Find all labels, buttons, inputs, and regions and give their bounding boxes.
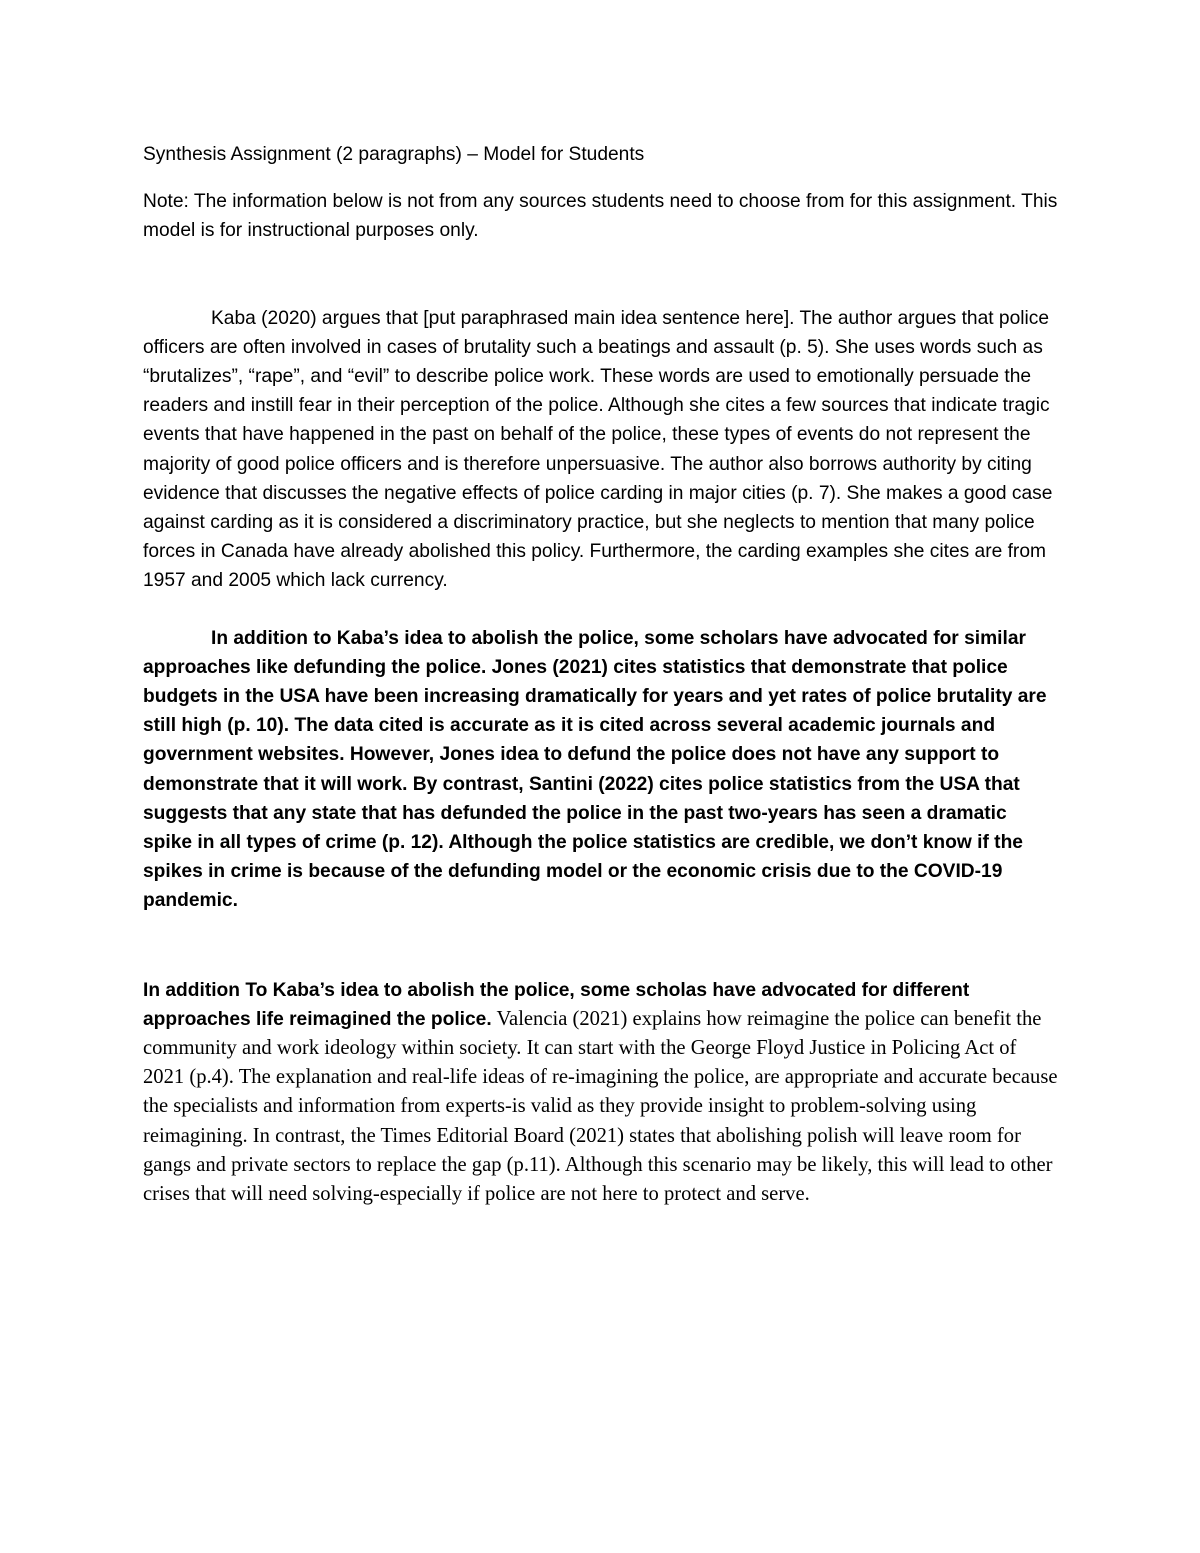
paragraph-defunding-synthesis: In addition to Kaba’s idea to abolish the police, some scholars have advocated for similar approaches like defunding the police. Jones (2021) cites statistics that demonstrate that police budgets in the USA have been increasing dramatically for years and yet rates of police brutality are still high (p. 10). The data cited is accurate as it is cited across several academic journals and government websites. However, Jones idea to defund the police does not have any support to demonstrate that it will work. By contrast, Santini (2022) cites police statistics from the USA that suggests that any state that has defunded the police in the past two-years has seen a dramatic spike in all types of crime (p. 12). Although the police statistics are credible, we don’t know if the spikes in crime is because of the defunding model or the economic crisis due to the COVID-19 pandemic.: [143, 627, 1047, 912]
document-page: [143, 140, 1061, 1209]
paragraph-kaba-analysis: Kaba (2020) argues that [put paraphrased main idea sentence here]. The author argues that police officers are often involved in cases of brutality such a beatings and assault (p. 5). She uses words such as “brutalizes”, “rape”, and “evil” to describe police work. These words are used to emotionally persuade the readers and instill fear in their perception of the police. Although she cites a few sources that indicate tragic events that have happened in the past on behalf of the police, these types of events do not represent the majority of good police officers and is therefore unpersuasive. The author also borrows authority by citing evidence that discusses the negative effects of police carding in major cities (p. 7). She makes a good case against carding as it is considered a discriminatory practice, but she neglects to mention that many police forces in Canada have already abolished this policy. Furthermore, the carding examples she cites are from 1957 and 2005 which lack currency.: [143, 307, 1053, 592]
paragraph-reimagining-synthesis: [143, 976, 1061, 1210]
paragraph-topic-sentence: In addition To Kaba’s idea to abolish the police, some scholas have advocated for different approaches life reimagined the police.: [143, 979, 970, 1030]
document-title: Synthesis Assignment (2 paragraphs) – Model for Students: [143, 144, 645, 165]
instructional-note: Note: The information below is not from any sources students need to choose from for this assignment. This model is for instructional purposes only.: [143, 191, 1058, 242]
paragraph-body-text: Valencia (2021) explains how reimagine the police can benefit the community and work ideology within society. It can start with the George Floyd Justice in Policing Act of 2021 (p.4). The explanation and real-life ideas of re-imagining the police, are appropriate and accurate because the specialists and information from experts-is valid as they provide insight to problem-solving using reimagining. In contrast, the Times Editorial Board (2021) states that abolishing polish will leave room for gangs and private sectors to replace the gap (p.11). Although this scenario may be likely, this will lead to other crises that will need solving-especially if police are not here to protect and serve.: [143, 1007, 1058, 1206]
